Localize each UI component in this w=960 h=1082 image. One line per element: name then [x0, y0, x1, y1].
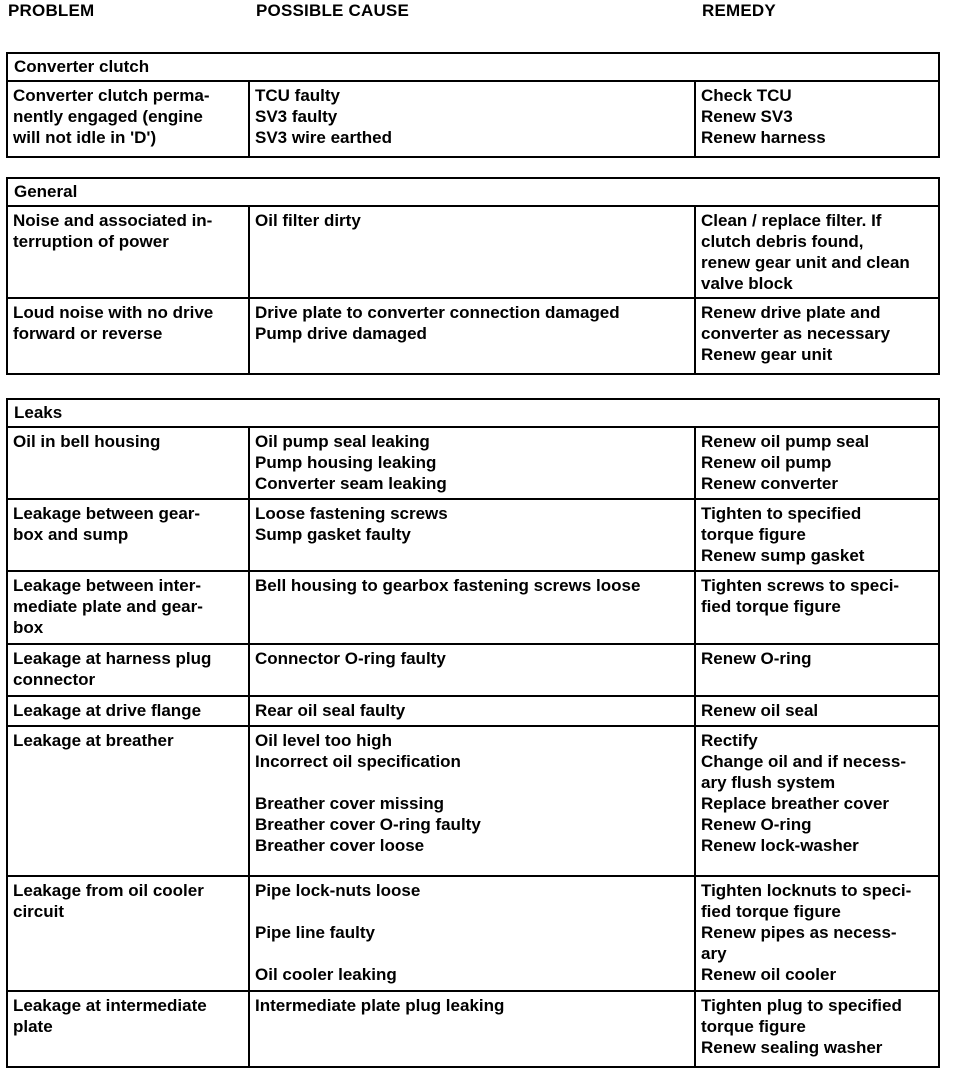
remedy-cell-line: Tighten to specified [701, 504, 862, 523]
remedy-cell-line: Renew oil pump seal [701, 432, 870, 451]
problem-cell-line: terruption of power [13, 232, 169, 251]
problem-cell [8, 992, 250, 1066]
problem-cell-line: Loud noise with no drive [13, 303, 214, 322]
section-table [6, 52, 940, 158]
table-row [8, 500, 938, 572]
cause-cell [250, 645, 696, 695]
cause-cell-line: Breather cover O-ring faulty [255, 815, 481, 834]
section-table [6, 398, 940, 1068]
table-row [8, 207, 938, 299]
remedy-cell-line: Renew O-ring [701, 649, 812, 668]
problem-cell-line: forward or reverse [13, 324, 163, 343]
remedy-cell-line: torque figure [701, 525, 806, 544]
remedy-cell-line: Renew sealing washer [701, 1038, 883, 1057]
remedy-cell [696, 645, 938, 695]
cause-cell [250, 207, 696, 297]
table-row [8, 645, 938, 697]
cause-cell-line: Breather cover loose [255, 836, 425, 855]
remedy-cell-line: Renew oil seal [701, 701, 819, 720]
problem-cell-line: Oil in bell housing [13, 432, 161, 451]
section-title: Leaks [8, 400, 938, 428]
remedy-cell-line: Rectify [701, 731, 758, 750]
header-problem [8, 0, 94, 21]
cause-cell-line: Connector O-ring faulty [255, 649, 446, 668]
cause-cell-line: TCU faulty [255, 86, 340, 105]
remedy-cell [696, 207, 938, 297]
remedy-cell [696, 992, 938, 1066]
remedy-cell-line: Renew oil cooler [701, 965, 837, 984]
cause-cell [250, 500, 696, 570]
problem-cell-line: will not idle in 'D') [13, 128, 157, 147]
problem-cell-line: box and sump [13, 525, 129, 544]
remedy-cell [696, 572, 938, 643]
cause-cell [250, 697, 696, 725]
problem-cell [8, 727, 250, 875]
problem-cell-line: plate [13, 1017, 53, 1036]
problem-cell-line: Leakage at intermediate [13, 996, 207, 1015]
remedy-cell-line: clutch debris found, [701, 232, 864, 251]
remedy-cell [696, 82, 938, 156]
header-cause [256, 0, 409, 21]
cause-cell-line: Intermediate plate plug leaking [255, 996, 505, 1015]
remedy-cell [696, 299, 938, 373]
cause-cell-line: Sump gasket faulty [255, 525, 411, 544]
remedy-cell-line: fied torque figure [701, 902, 841, 921]
cause-cell [250, 877, 696, 990]
remedy-cell-line: Tighten plug to specified [701, 996, 902, 1015]
cause-cell-line: Rear oil seal faulty [255, 701, 406, 720]
remedy-cell-line: ary [701, 944, 727, 963]
problem-cell-line: circuit [13, 902, 65, 921]
remedy-cell-line: Renew converter [701, 474, 838, 493]
remedy-cell [696, 500, 938, 570]
problem-cell-line: Converter clutch perma- [13, 86, 210, 105]
problem-cell [8, 697, 250, 725]
cause-cell [250, 572, 696, 643]
cause-cell-line [255, 772, 689, 793]
remedy-cell [696, 697, 938, 725]
table-row [8, 877, 938, 992]
cause-cell-line: Converter seam leaking [255, 474, 447, 493]
table-row [8, 82, 938, 156]
cause-cell-line [255, 943, 689, 964]
header-problem-label: PROBLEM [8, 1, 95, 20]
remedy-cell-line: fied torque figure [701, 597, 841, 616]
cause-cell-line: Incorrect oil specification [255, 752, 461, 771]
table-row [8, 299, 938, 373]
remedy-cell-line: Renew harness [701, 128, 826, 147]
header-remedy [702, 0, 776, 21]
cause-cell-line: SV3 wire earthed [255, 128, 393, 147]
remedy-cell [696, 877, 938, 990]
remedy-cell-line: Renew oil pump [701, 453, 832, 472]
cause-cell-line: Oil level too high [255, 731, 392, 750]
remedy-cell-line: valve block [701, 274, 793, 293]
remedy-cell-line: Check TCU [701, 86, 792, 105]
problem-cell-line: Leakage from oil cooler [13, 881, 204, 900]
problem-cell-line: nently engaged (engine [13, 107, 203, 126]
problem-cell [8, 207, 250, 297]
problem-cell [8, 877, 250, 990]
cause-cell [250, 992, 696, 1066]
cause-cell [250, 82, 696, 156]
cause-cell-line: Pump housing leaking [255, 453, 437, 472]
cause-cell [250, 428, 696, 498]
section-title: General [8, 179, 938, 207]
table-row [8, 572, 938, 645]
remedy-cell-line: renew gear unit and clean [701, 253, 910, 272]
remedy-cell-line: ary flush system [701, 773, 836, 792]
cause-cell-line: SV3 faulty [255, 107, 338, 126]
remedy-cell-line: Renew drive plate and [701, 303, 881, 322]
problem-cell-line: Leakage between gear- [13, 504, 201, 523]
cause-cell [250, 299, 696, 373]
problem-cell [8, 572, 250, 643]
problem-cell [8, 428, 250, 498]
remedy-cell [696, 727, 938, 875]
cause-cell-line: Pipe line faulty [255, 923, 375, 942]
remedy-cell-line: torque figure [701, 1017, 806, 1036]
problem-cell-line: box [13, 618, 44, 637]
problem-cell-line: connector [13, 670, 96, 689]
remedy-cell-line: Clean / replace filter. If [701, 211, 882, 230]
cause-cell-line: Pump drive damaged [255, 324, 427, 343]
problem-cell [8, 82, 250, 156]
remedy-cell-line: Tighten screws to speci- [701, 576, 900, 595]
remedy-cell-line: Tighten locknuts to speci- [701, 881, 912, 900]
table-row [8, 727, 938, 877]
remedy-cell-line: Replace breather cover [701, 794, 890, 813]
cause-cell-line: Pipe lock-nuts loose [255, 881, 421, 900]
remedy-cell-line: Renew pipes as necess- [701, 923, 897, 942]
remedy-cell-line: Renew SV3 [701, 107, 793, 126]
header-remedy-label: REMEDY [702, 1, 776, 20]
remedy-cell-line: Renew sump gasket [701, 546, 865, 565]
cause-cell [250, 727, 696, 875]
cause-cell-line: Breather cover missing [255, 794, 444, 813]
cause-cell-line: Oil cooler leaking [255, 965, 397, 984]
section-title: Converter clutch [8, 54, 938, 82]
cause-cell-line: Bell housing to gearbox fastening screws loose [255, 576, 641, 595]
table-row [8, 992, 938, 1066]
section-table [6, 177, 940, 375]
remedy-cell-line: converter as necessary [701, 324, 891, 343]
cause-cell-line: Drive plate to converter connection damaged [255, 303, 620, 322]
problem-cell-line: Noise and associated in- [13, 211, 213, 230]
cause-cell-line: Loose fastening screws [255, 504, 448, 523]
remedy-cell [696, 428, 938, 498]
table-row [8, 428, 938, 500]
remedy-cell-line: Renew O-ring [701, 815, 812, 834]
remedy-cell-line: Change oil and if necess- [701, 752, 906, 771]
cause-cell-line: Oil filter dirty [255, 211, 361, 230]
problem-cell [8, 645, 250, 695]
problem-cell-line: Leakage between inter- [13, 576, 202, 595]
problem-cell-line: Leakage at harness plug [13, 649, 212, 668]
problem-cell [8, 500, 250, 570]
problem-cell-line: mediate plate and gear- [13, 597, 203, 616]
problem-cell-line: Leakage at breather [13, 731, 174, 750]
remedy-cell-line: Renew gear unit [701, 345, 833, 364]
problem-cell [8, 299, 250, 373]
problem-cell-line: Leakage at drive flange [13, 701, 202, 720]
cause-cell-line: Oil pump seal leaking [255, 432, 430, 451]
table-row [8, 697, 938, 727]
cause-cell-line [255, 901, 689, 922]
header-cause-label: POSSIBLE CAUSE [256, 1, 409, 20]
remedy-cell-line: Renew lock-washer [701, 836, 859, 855]
